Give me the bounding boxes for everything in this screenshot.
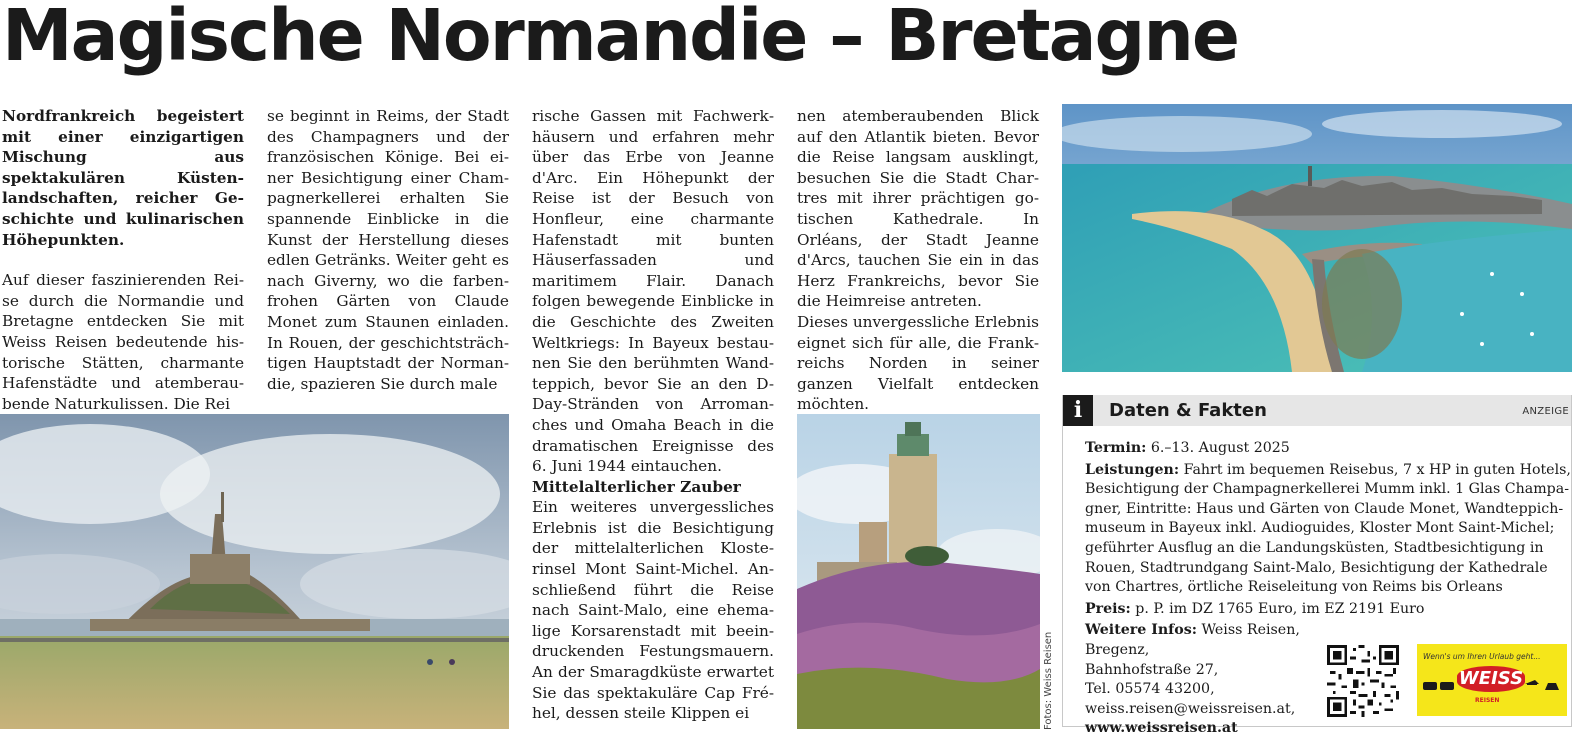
infos-label: Weitere Infos:: [1085, 622, 1197, 639]
qr-code[interactable]: [1327, 645, 1399, 717]
weiss-reisen-logo: [1417, 644, 1567, 716]
infos-value: Weiss Reisen, Bregenz,: [1085, 622, 1300, 658]
article-column-1: [2, 106, 244, 414]
facts-title: Daten & Fakten: [1109, 400, 1267, 421]
article-paragraph: se beginnt in Reims, der Stadt des Champagners und der französischen Könige. Bei einer Besichtigung einer Champagnerkellerei erhalten Sie spannende Einblicke in die Kunst der Herstellung dieses edlen Getränks. Weiter geht es nach Giverny, wo die farbenfrohen Gärten von Claude Monet zum Staunen einladen. In Rouen, der geschichtsträchtigen Hauptstadt der Normandie, spazieren Sie durch male: [267, 107, 509, 393]
info-icon: i: [1063, 395, 1093, 426]
article-paragraph: Ein weiteres unvergessliches Erlebnis ist die Besichtigung der mittelalterlichen Klosterinsel Mont Saint-Michel. Anschließend führt die Reise nach Saint-Malo, eine ehemalige Korsarenstadt mit beeindruckenden Festungsmauern. An der Smaragdküste erwartet Sie das spektakuläre Cap Fréhel, dessen steile Klippen ei: [532, 498, 774, 723]
advertisement-tag: ANZEIGE: [1522, 406, 1569, 417]
saint-malo-photo: [1062, 104, 1572, 372]
facts-box: [1062, 395, 1572, 737]
termin-value: 6.–13. August 2025: [1146, 440, 1290, 456]
photo-credit: Fotos: Weiss Reisen: [1043, 631, 1054, 730]
preis-label: Preis:: [1085, 600, 1131, 617]
article-paragraph: Auf dieser faszinierenden Reise durch die Normandie und Bretagne entdecken Sie mit Weiss Reisen bedeutende historische Stätten, charmante Hafenstädte und atemberaubende Naturkulissen. Die Rei: [2, 271, 244, 413]
lighthouse-photo: [797, 414, 1040, 729]
logo-wordmark: WEISS: [1457, 666, 1525, 692]
facts-preis: [1085, 600, 1571, 620]
article-subheading: Mittelalterlicher Zauber: [532, 477, 741, 496]
facts-header: [1063, 395, 1571, 426]
leistungen-label: Leistungen:: [1085, 461, 1180, 478]
page-title: Magische Normandie – Bretagne: [2, 0, 1239, 77]
mont-saint-michel-photo: [0, 414, 509, 729]
termin-label: Termin:: [1085, 440, 1147, 456]
article-paragraph: Dieses unvergessliche Erlebnis eignet sich für alle, die Frankreichs Norden in seiner ganzen Vielfalt entdecken möchten.: [797, 312, 1040, 414]
preis-value: p. P. im DZ 1765 Euro, im EZ 2191 Euro: [1130, 600, 1425, 617]
article-paragraph: rische Gassen mit Fachwerkhäusern und erfahren mehr über das Erbe von Jeanne d'Arc. Ein Höhepunkt der Reise ist der Besuch von Honfleur, eine charmante Hafenstadt mit bunten Häuserfassaden und maritimem Flair. Danach folgen bewegende Einblicke in die Geschichte des Zweiten Weltkriegs: In Bayeux bestaunen Sie den berühmten Wandteppich, bevor Sie an den D-Day-Stränden von Arromanches und Omaha Beach in die dramatischen Ereignisse des 6. Juni 1944 eintauchen.: [532, 107, 774, 476]
leistungen-value: Fahrt im bequemen Reisebus, 7 x HP in guten Hotels, Besichtigung der Champagnerkellerei Mumm inkl. 1 Glas Champagner, Eintritte: Haus und Gärten von Claude Monet, Wandteppichmuseum in Bayeux inkl. Audioguides, Kloster Mont Saint-Michel; geführter Ausflug an die Landungsküsten, Stadtbesichtigung in Rouen, Stadtrundgang Saint-Malo, Besichtigung der Kathedrale von Chartres, örtliche Reiseleitung von Reims bis Orleans: [1085, 461, 1571, 596]
logo-slogan: Wenn's um Ihren Urlaub geht...: [1423, 652, 1541, 661]
contact-address: Bahnhofstraße 27,: [1085, 661, 1219, 678]
article-column-3: [532, 106, 774, 724]
facts-contact: [1085, 621, 1315, 738]
article-paragraph: nen atemberaubenden Blick auf den Atlantik bieten. Bevor die Reise langsam ausklingt, besuchen Sie die Stadt Chartres mit ihrer prächtigen gotischen Kathedrale. In Orléans, der Stadt Jeanne d'Arcs, tauchen Sie ein in das Herz Frankreichs, bevor Sie die Heimreise antreten.: [797, 107, 1039, 311]
contact-phone: Tel. 05574 43200,: [1085, 681, 1215, 698]
facts-leistungen: [1085, 461, 1571, 598]
article-column-2: [267, 106, 509, 394]
contact-website-link[interactable]: www.weissreisen.at: [1085, 720, 1238, 737]
facts-termin: [1085, 439, 1571, 459]
article-column-4: [797, 106, 1039, 415]
contact-email[interactable]: weiss.reisen@weissreisen.at,: [1085, 700, 1296, 717]
article-lead: Nordfrankreich begeistert mit einer einzigartigen Mischung aus spektakulären Küstenlandschaften, reicher Geschichte und kulinarischen Höhepunkten.: [2, 107, 244, 249]
logo-subtitle: REISEN: [1475, 697, 1500, 704]
